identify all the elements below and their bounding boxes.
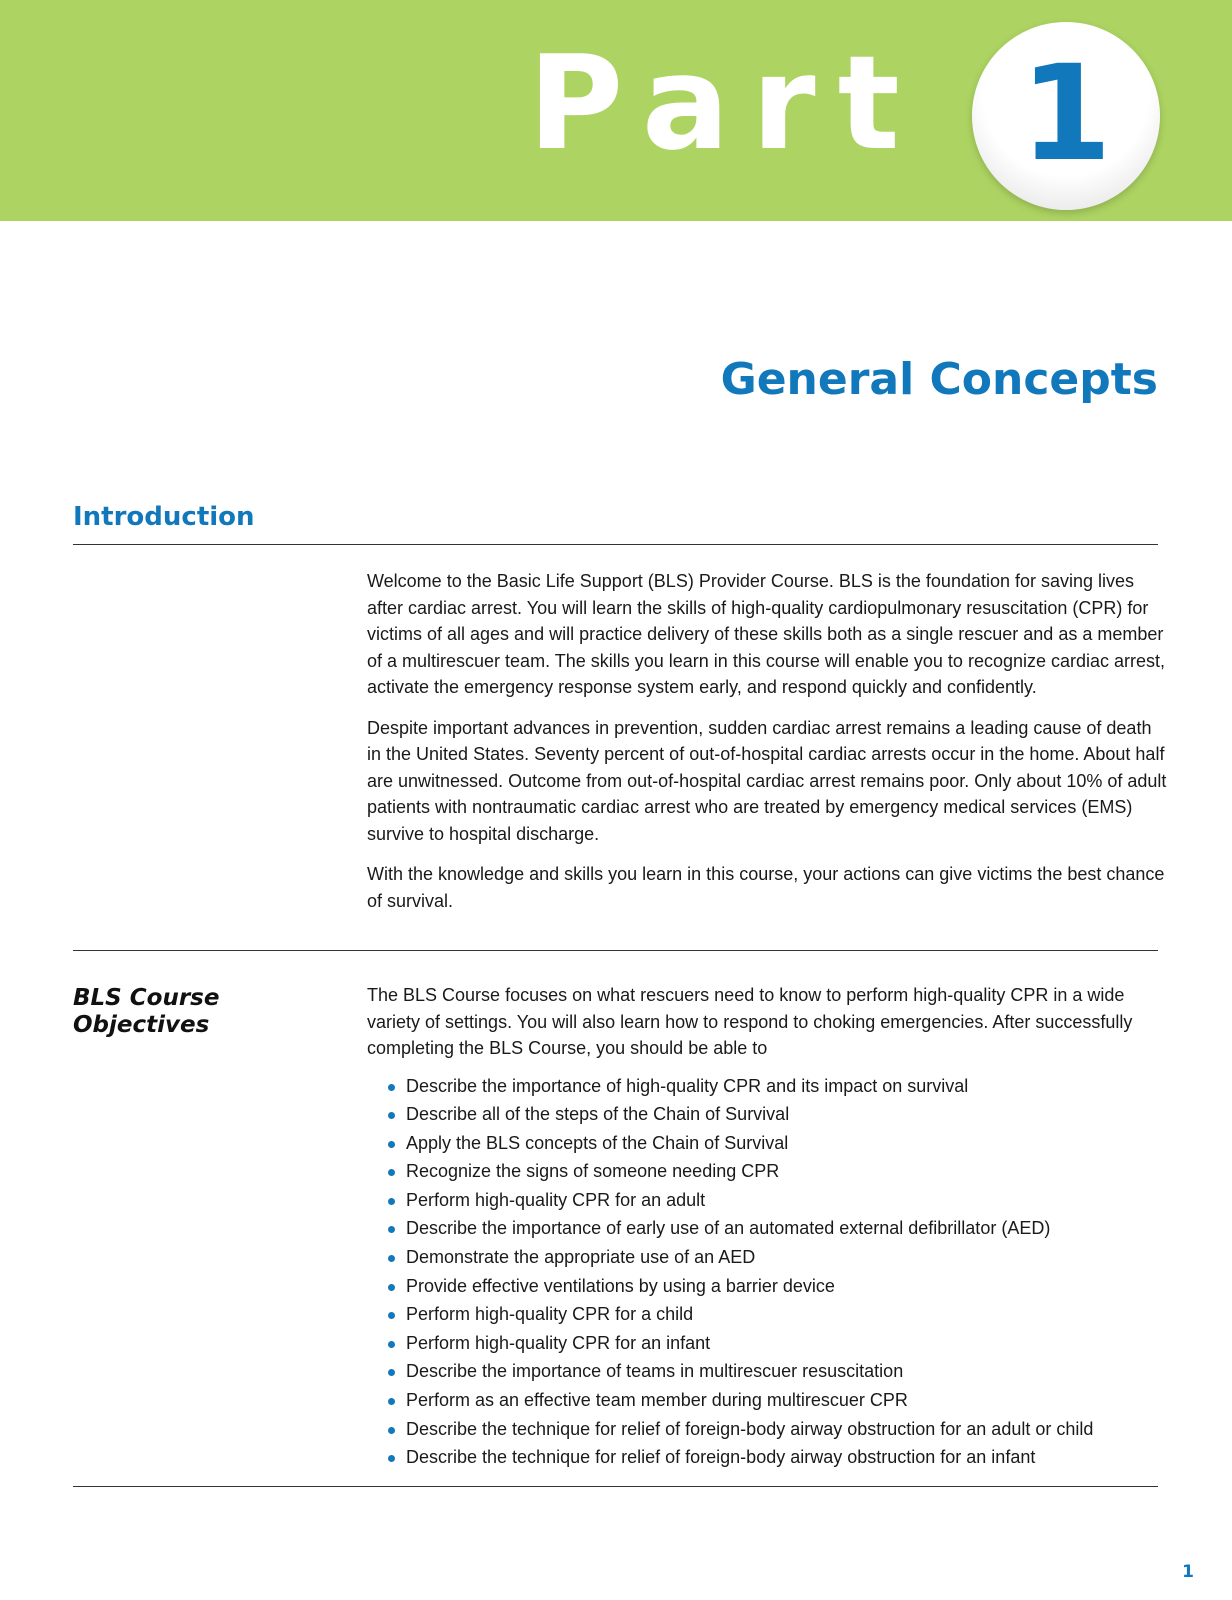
objectives-heading-line: BLS Course — [73, 985, 220, 1011]
bullet-icon — [388, 1084, 395, 1091]
bullet-icon — [388, 1312, 395, 1319]
objective-text: Describe the importance of high-quality CPR and its impact on survival — [406, 1075, 969, 1096]
objective-item — [367, 1272, 1167, 1301]
introduction-body — [367, 568, 1167, 928]
objective-text: Perform as an effective team member during multirescuer CPR — [406, 1390, 908, 1411]
bullet-icon — [388, 1455, 395, 1462]
page-number: 1 — [1182, 1562, 1194, 1582]
section-divider — [73, 1486, 1158, 1487]
objective-item — [367, 1186, 1167, 1215]
objective-item — [367, 1357, 1167, 1386]
bullet-icon — [388, 1198, 395, 1205]
bullet-icon — [388, 1398, 395, 1405]
part-banner — [0, 0, 1232, 221]
objective-text: Perform high-quality CPR for a child — [406, 1304, 694, 1325]
objective-item — [367, 1386, 1167, 1415]
objective-text: Describe the technique for relief of foreign-body airway obstruction for an infant — [406, 1447, 1036, 1468]
objectives-heading-line: Objectives — [73, 1012, 210, 1038]
objective-text: Apply the BLS concepts of the Chain of Survival — [406, 1132, 789, 1153]
part-number-badge — [972, 22, 1160, 210]
objective-item — [367, 1415, 1167, 1444]
objective-text: Perform high-quality CPR for an infant — [406, 1332, 711, 1353]
bullet-icon — [388, 1141, 395, 1148]
bullet-icon — [388, 1112, 395, 1119]
section-divider — [73, 544, 1158, 545]
objectives-body — [367, 982, 1167, 1472]
introduction-paragraph: Despite important advances in prevention, sudden cardiac arrest remains a leading cause of death in the United States. Seventy percent of out-of-hospital cardiac arrests occur in the home. About half are unwitnessed. Outcome from out-of-hospital cardiac arrest remains poor. Only about 10% of adult patients with nontraumatic cardiac arrest who are treated by emergency medical services (EMS) survive to hospital discharge. — [367, 717, 1167, 844]
objective-item — [367, 1443, 1167, 1472]
bullet-icon — [388, 1427, 395, 1434]
objective-text: Demonstrate the appropriate use of an AED — [406, 1247, 756, 1268]
objectives-intro: The BLS Course focuses on what rescuers need to know to perform high-quality CPR in a wide variety of settings. You will also learn how to respond to choking emergencies. After successfully completing the BLS Course, you should be able to — [367, 985, 1133, 1058]
objective-item — [367, 1300, 1167, 1329]
bullet-icon — [388, 1341, 395, 1348]
objectives-heading — [73, 985, 313, 1039]
objectives-list — [367, 1072, 1167, 1472]
bullet-icon — [388, 1169, 395, 1176]
page-title: General Concepts — [720, 354, 1158, 405]
bullet-icon — [388, 1369, 395, 1376]
objective-item — [367, 1243, 1167, 1272]
introduction-paragraph: With the knowledge and skills you learn in this course, your actions can give victims the best chance of survival. — [367, 864, 1165, 911]
objective-item — [367, 1100, 1167, 1129]
objective-text: Recognize the signs of someone needing CPR — [406, 1161, 780, 1182]
objective-item — [367, 1329, 1167, 1358]
objective-text: Perform high-quality CPR for an adult — [406, 1189, 706, 1210]
objective-item — [367, 1214, 1167, 1243]
bullet-icon — [388, 1284, 395, 1291]
objective-text: Describe the importance of teams in multirescuer resuscitation — [406, 1361, 904, 1382]
objective-text: Provide effective ventilations by using a barrier device — [406, 1275, 835, 1296]
part-label: Part — [528, 27, 922, 179]
introduction-heading: Introduction — [73, 502, 255, 532]
objective-item — [367, 1129, 1167, 1158]
objective-text: Describe the importance of early use of an automated external defibrillator (AED) — [406, 1218, 1051, 1239]
section-divider — [73, 950, 1158, 951]
objective-text: Describe all of the steps of the Chain of Survival — [406, 1104, 790, 1125]
part-number: 1 — [1020, 37, 1112, 191]
introduction-paragraph: Welcome to the Basic Life Support (BLS) Provider Course. BLS is the foundation for saving lives after cardiac arrest. You will learn the skills of high-quality cardiopulmonary resuscitation (CPR) for victims of all ages and will practice delivery of these skills both as a single rescuer and as a member of a multirescuer team. The skills you learn in this course will enable you to recognize cardiac arrest, activate the emergency response system early, and respond quickly and confidently. — [367, 571, 1166, 697]
objective-item — [367, 1157, 1167, 1186]
objective-text: Describe the technique for relief of foreign-body airway obstruction for an adult or child — [406, 1418, 1094, 1439]
bullet-icon — [388, 1226, 395, 1233]
bullet-icon — [388, 1255, 395, 1262]
objective-item — [367, 1072, 1167, 1101]
